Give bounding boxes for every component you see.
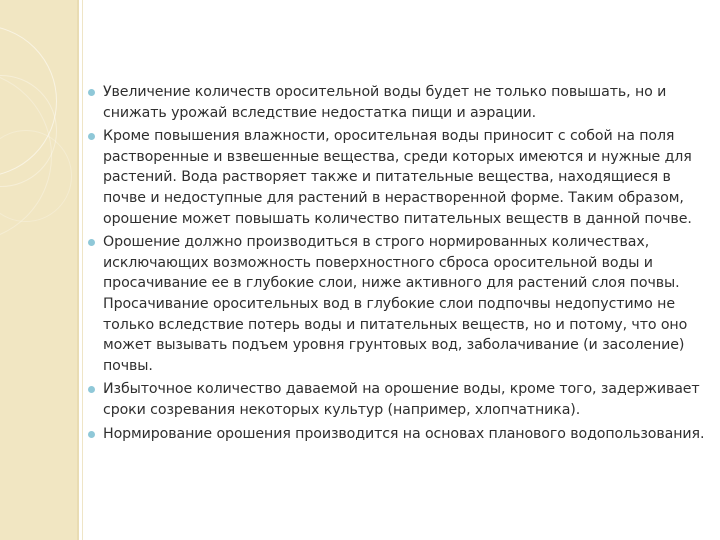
decorative-sidebar [0,0,77,540]
bullet-item [88,379,712,420]
sidebar-divider [77,0,79,540]
bullet-text: Избыточное количество даваемой на орошение воды, кроме того, задерживает сроки созревания некоторых культур (например, хлопчатника). [103,381,700,418]
bullet-list [88,82,712,447]
bullet-item [88,82,712,123]
bullet-text: Орошение должно производиться в строго нормированных количествах, исключающих возможность поверхностного сброса оросительной воды и просачивание ее в глубокие слои, ниже активного для растений слоя почвы. Просачивание оросительных вод в глубокие слои подпочвы недопустимо не только вследствие потерь воды и питательных веществ, но и потому, что оно может вызывать подъем уровня грунтовых вод, заболачивание (и засоление) почвы. [103,234,688,374]
bullet-text: Кроме повышения влажности, оросительная воды приносит с собой на поля растворенные и взвешенные вещества, среди которых имеются и нужные для растений. Вода растворяет также и питательные вещества, находящиеся в почве и недоступные для растений в нерастворенной форме. Таким образом, орошение может повышать количество питательных веществ в данной почве. [103,128,692,227]
bullet-dot-icon [88,239,95,246]
bullet-item [88,232,712,376]
bullet-item [88,126,712,229]
bullet-dot-icon [88,133,95,140]
bullet-dot-icon [88,431,95,438]
bullet-text: Нормирование орошения производится на основах планового водопользования. [103,425,705,442]
decorative-circle [0,130,72,222]
bullet-dot-icon [88,386,95,393]
bullet-item [88,424,712,445]
bullet-dot-icon [88,89,95,96]
bullet-text: Увеличение количеств оросительной воды будет не только повышать, но и снижать урожай вследствие недостатка пищи и аэрации. [103,84,667,121]
sidebar-divider [82,0,83,540]
